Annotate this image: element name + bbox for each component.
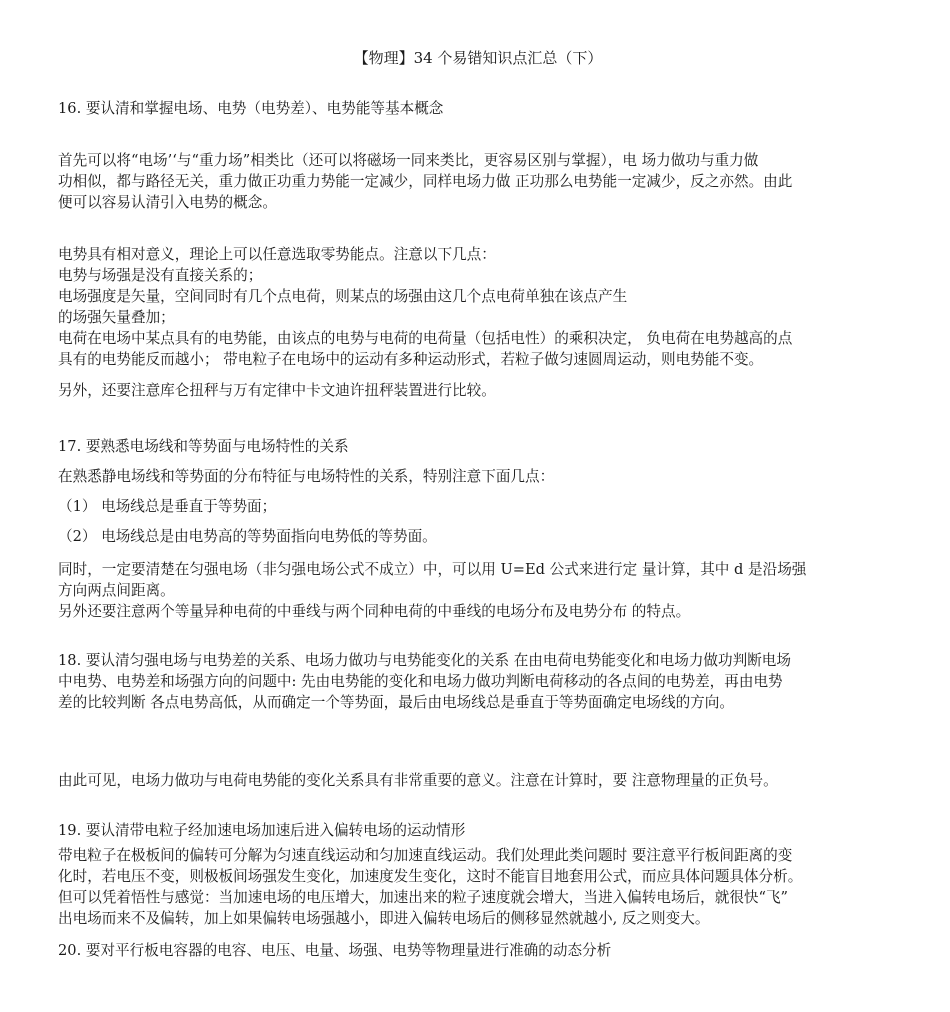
text-line: 同时，一定要清楚在匀强电场（非匀强电场公式不成立）中，可以用 U=Ed 公式来进行定 量计算，其中 d 是沿场强: [58, 561, 807, 578]
section-20-heading: 20. 要对平行板电容器的电容、电压、电量、场强、电势等物理量进行准确的动态分析: [58, 942, 612, 959]
text-line: 另外还要注意两个等量异种电荷的中垂线与两个同种电荷的中垂线的电场分布及电势分布 的特点。: [58, 603, 691, 620]
section-18-conclusion: 由此可见，电场力做功与电荷电势能的变化关系具有非常重要的意义。注意在计算时，要 注意物理量的正负号。: [58, 772, 778, 789]
text-line: 但可以凭着悟性与感觉：当加速电场的电压增大，加速出来的粒子速度就会增大，当进入偏转电场后，就很快“飞”: [58, 889, 789, 906]
text-line: 便可以容易认清引入电势的概念。: [58, 194, 277, 211]
section-17-paragraph: [58, 559, 898, 622]
text-line: 出电场而来不及偏转，加上如果偏转电场强越小，即进入偏转电场后的侧移显然就越小, 反之则变大。: [58, 910, 710, 927]
text-line: 18. 要认清匀强电场与电势差的关系、电场力做功与电势能变化的关系 在由电荷电势能变化和电场力做功判断电场: [58, 652, 791, 669]
text-line: 的场强矢量叠加；: [58, 309, 175, 326]
section-17-intro: 在熟悉静电场线和等势面的分布特征与电场特性的关系，特别注意下面几点：: [58, 468, 555, 485]
section-17-item-1: （1） 电场线总是垂直于等势面；: [58, 498, 277, 515]
text-line: 带电粒子在极板间的偏转可分解为匀速直线运动和匀加速直线运动。我们处理此类问题时 要注意平行板间距离的变: [58, 847, 793, 864]
text-line: 电势具有相对意义，理论上可以任意选取零势能点。注意以下几点：: [58, 246, 496, 263]
section-19-paragraph: [58, 845, 898, 929]
section-18-paragraph: [58, 650, 898, 713]
text-line: 首先可以将“电场’‘与“重力场”相类比（还可以将磁场一同来类比，更容易区别与掌握），电 场力做功与重力做: [58, 152, 759, 169]
section-17-heading: 17. 要熟悉电场线和等势面与电场特性的关系: [58, 438, 349, 455]
document-title: 【物理】34 个易错知识点汇总（下）: [353, 49, 603, 67]
text-line: 化时，若电压不变，则极板间场强发生变化，加速度发生变化，这时不能盲目地套用公式，而应具体问题具体分析。: [58, 868, 803, 885]
text-line: 方向两点间距离。: [58, 582, 175, 599]
text-line: 电荷在电场中某点具有的电势能，由该点的电势与电荷的电荷量（包括电性）的乘积决定， 负电荷在电势越高的点: [58, 330, 793, 347]
text-line: 中电势、电势差和场强方向的问题中: 先由电势能的变化和电场力做功判断电荷移动的各点间的电势差，再由电势: [58, 673, 783, 690]
section-16-paragraph-3: 另外，还要注意库仑扭秤与万有定律中卡文迪许扭秤装置进行比较。: [58, 382, 496, 399]
text-line: 差的比较判断 各点电势高低，从而确定一个等势面，最后由电场线总是垂直于等势面确定电场线的方向。: [58, 694, 734, 711]
text-line: 电场强度是矢量，空间同时有几个点电荷，则某点的场强由这几个点电荷单独在该点产生: [58, 288, 628, 305]
document-page: [58, 0, 898, 1012]
section-16-paragraph-1: [58, 150, 898, 213]
section-17-item-2: （2） 电场线总是由电势高的等势面指向电势低的等势面。: [58, 528, 437, 545]
text-line: 功相似，都与路径无关，重力做正功重力势能一定减少，同样电场力做 正功那么电势能一定减少，反之亦然。由此: [58, 173, 793, 190]
section-19-heading: 19. 要认清带电粒子经加速电场加速后进入偏转电场的运动情形: [58, 822, 466, 839]
text-line: 电势与场强是没有直接关系的；: [58, 267, 263, 284]
text-line: 具有的电势能反而越小； 带电粒子在电场中的运动有多种运动形式，若粒子做匀速圆周运动，则电势能不变。: [58, 351, 764, 368]
section-16-heading: 16. 要认清和掌握电场、电势（电势差）、电势能等基本概念: [58, 100, 444, 117]
section-16-paragraph-2: [58, 244, 898, 370]
